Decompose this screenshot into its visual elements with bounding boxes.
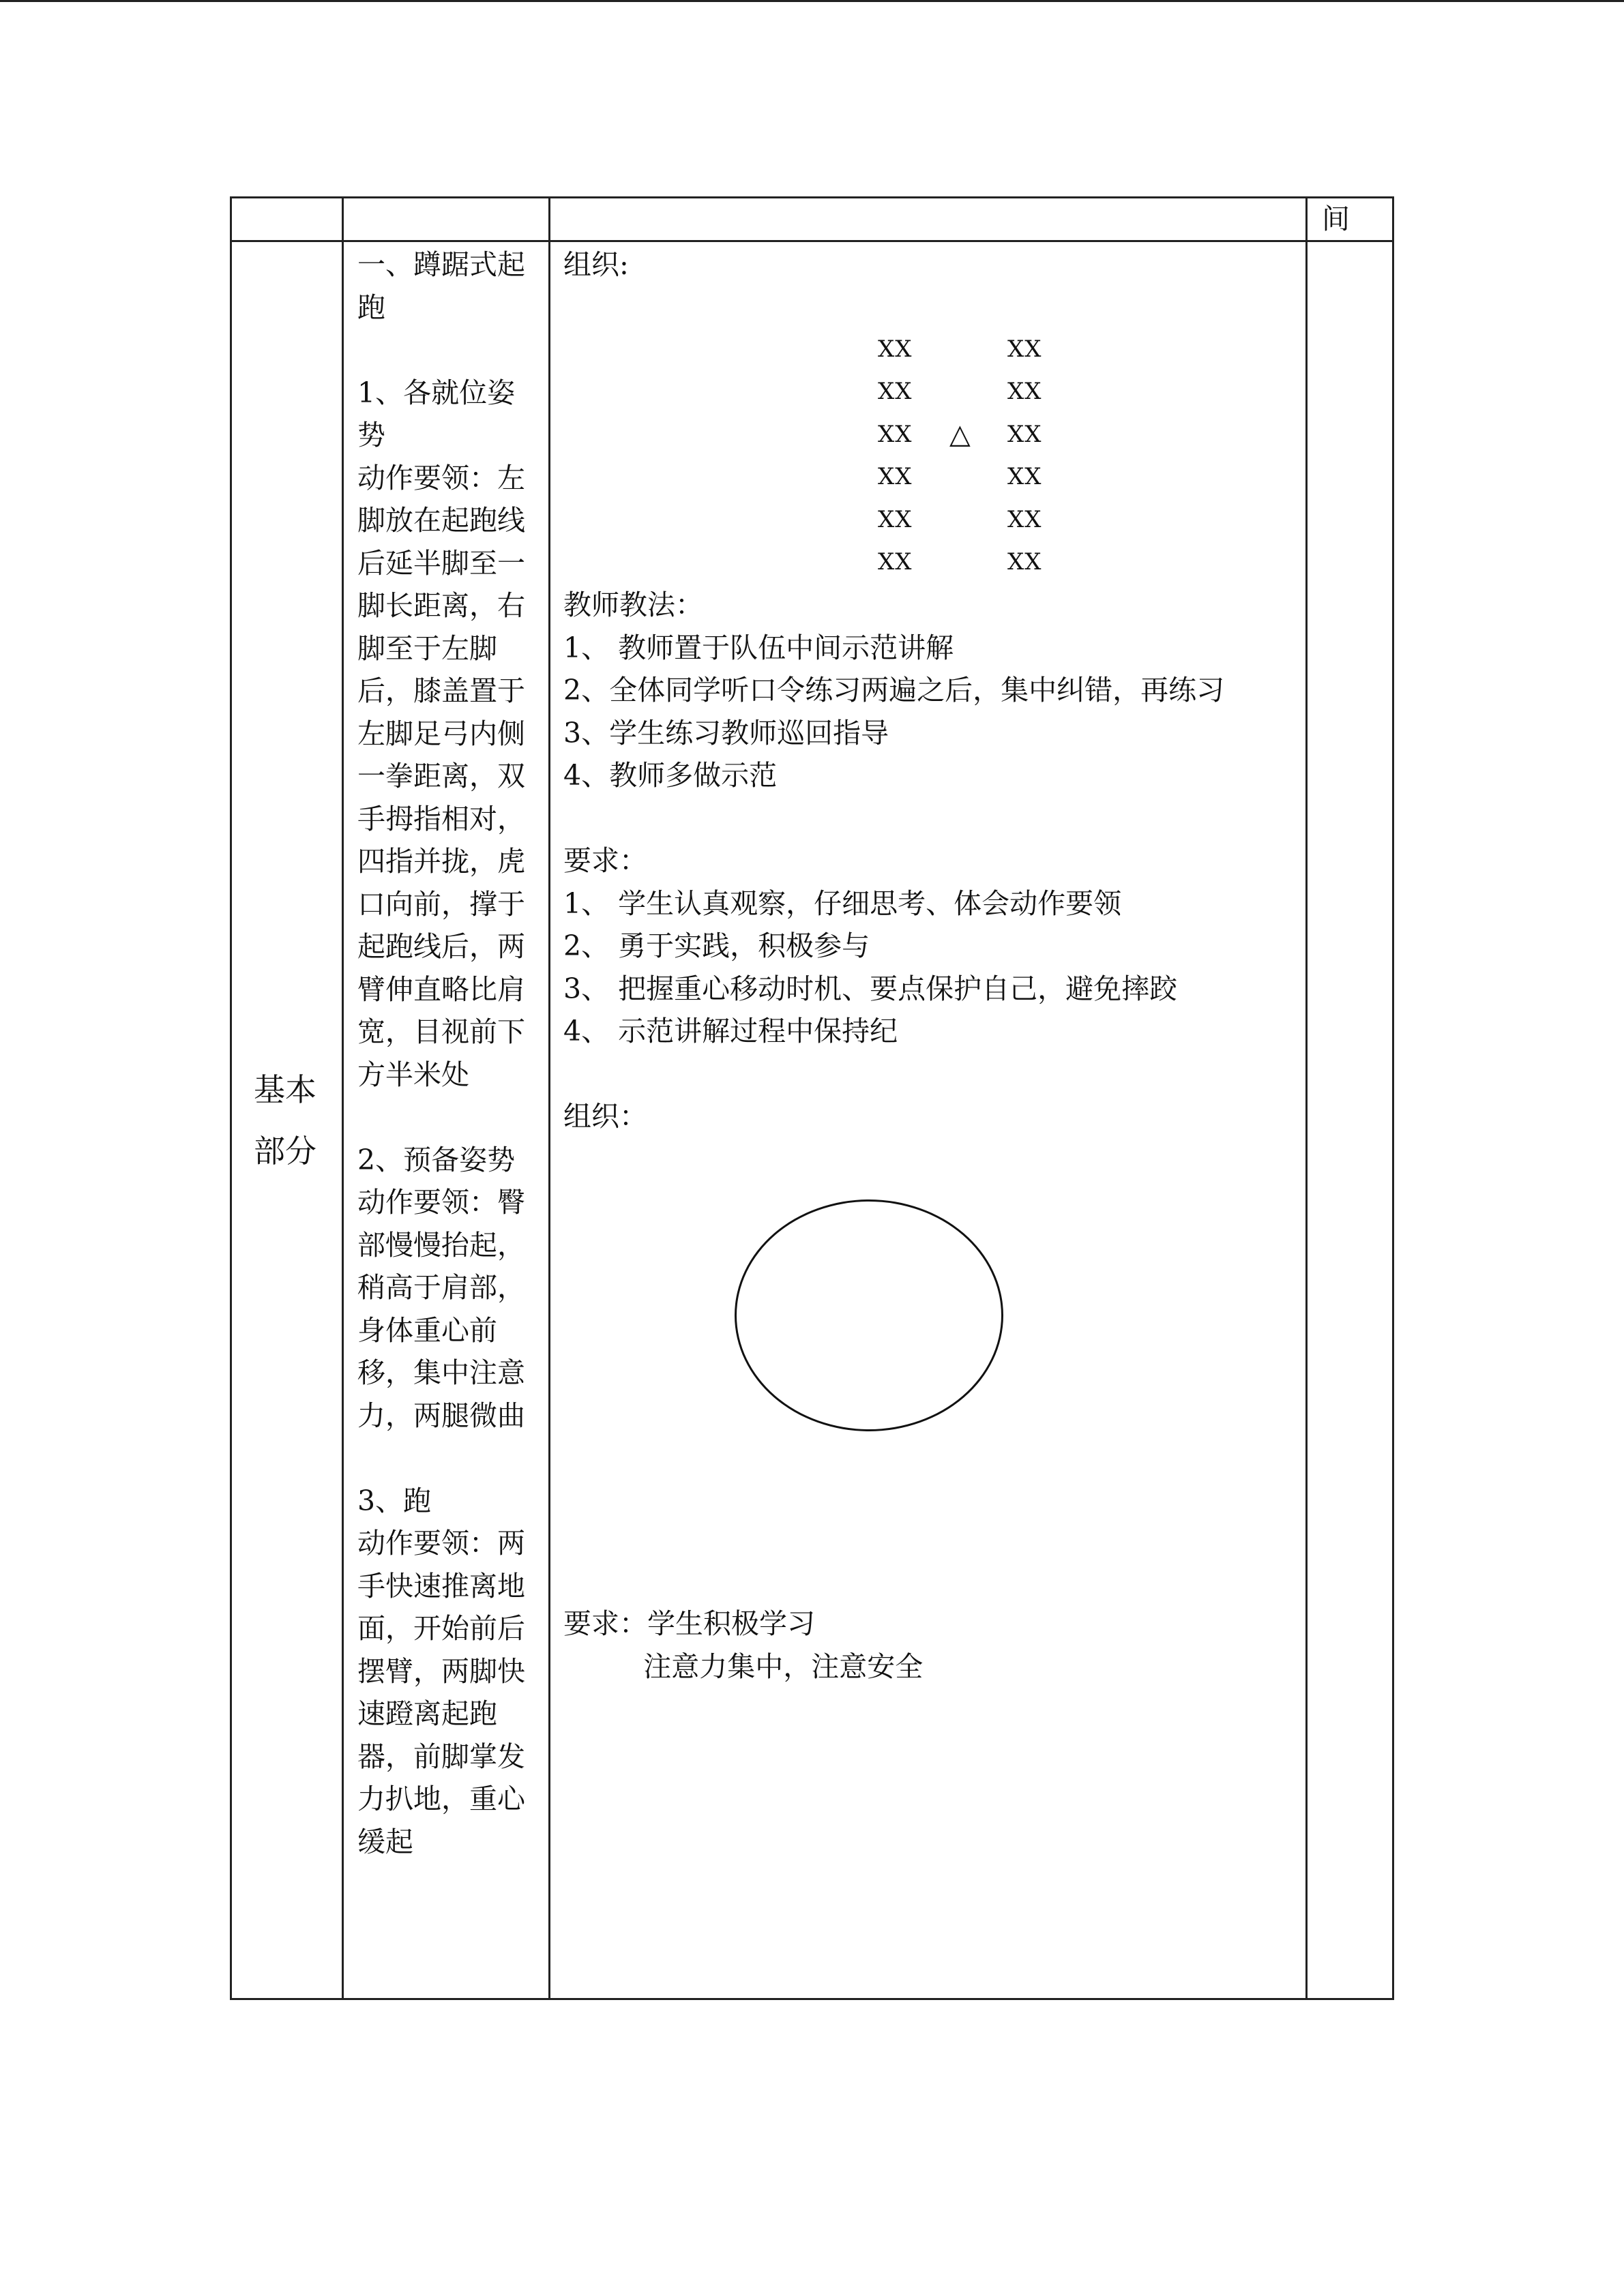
student-pair-right: XX — [1007, 506, 1042, 533]
method-line — [563, 797, 1224, 840]
content-line: 一、蹲踞式起 — [357, 248, 525, 281]
method-line: 4、 示范讲解过程中保持纪 — [563, 1015, 898, 1047]
content-line: 2、预备姿势 — [357, 1143, 516, 1176]
content-line: 手拇指相对， — [357, 802, 525, 835]
formation-row — [876, 498, 1081, 541]
content-line: 摆臂，两脚快 — [357, 1654, 525, 1688]
student-pair-right: XX — [1007, 421, 1042, 448]
student-pair-left: XX — [878, 421, 913, 448]
content-line: 面，开始前后 — [357, 1612, 525, 1645]
content-line: 左脚足弓内侧 — [357, 717, 525, 750]
content-line: 缓起 — [357, 1825, 413, 1858]
content-line: 身体重心前 — [357, 1313, 497, 1347]
table-divider-col3 — [1305, 196, 1308, 2000]
student-pair-left: XX — [878, 506, 913, 533]
content-line: 手快速推离地 — [357, 1569, 525, 1602]
method-line: 要求： — [563, 844, 647, 877]
method-line: 4、教师多做示范 — [563, 759, 778, 792]
content-line: 起跑线后，两 — [357, 930, 525, 963]
content-line: 1、各就位姿 — [357, 376, 516, 409]
content-line: 力扒地，重心 — [357, 1783, 525, 1815]
content-line — [357, 1437, 525, 1480]
content-line: 宽，目视前下 — [357, 1015, 525, 1048]
content-line: 脚至于左脚 — [357, 631, 497, 665]
student-pair-left: XX — [878, 378, 913, 405]
section-label-line: 部分 — [254, 1133, 316, 1169]
content-line: 3、跑 — [357, 1484, 432, 1517]
teacher-marker-icon — [949, 498, 959, 541]
content-line: 势 — [357, 419, 385, 451]
student-pair-left: XX — [878, 336, 913, 363]
content-line: 脚长距离，右 — [357, 589, 525, 622]
student-pair-right: XX — [1007, 548, 1042, 576]
content-line: 动作要领：两 — [357, 1527, 525, 1560]
content-line: 后延半脚至一 — [357, 546, 525, 580]
content-line — [357, 329, 525, 372]
method-line: 教师教法： — [563, 588, 703, 621]
content-line: 动作要领：左 — [357, 461, 525, 494]
formation-row — [876, 413, 1081, 456]
table-border-top — [230, 196, 1394, 198]
content-line: 跑 — [357, 290, 385, 324]
requirement-line: 要求：学生积极学习 — [563, 1607, 815, 1640]
teaching-methods — [563, 584, 1224, 1138]
content-line: 力，两腿微曲 — [357, 1399, 525, 1432]
teaching-content — [357, 243, 525, 1863]
content-line: 移，集中注意 — [357, 1356, 525, 1389]
student-pair-right: XX — [1007, 378, 1042, 405]
table-border-right — [1392, 196, 1394, 2000]
method-line: 2、全体同学听口令练习两遍之后，集中纠错，再练习 — [563, 674, 1225, 706]
method-line: 2、 勇于实践，积极参与 — [563, 929, 870, 962]
student-pair-right: XX — [1007, 336, 1042, 363]
student-pair-right: XX — [1007, 463, 1042, 490]
formation-row — [876, 541, 1081, 583]
formation-row — [876, 328, 1081, 370]
content-line: 方半米处 — [357, 1058, 469, 1091]
content-line: 器，前脚掌发 — [357, 1740, 525, 1773]
content-line: 四指并拢，虎 — [357, 845, 525, 878]
content-line: 稍高于肩部， — [357, 1271, 525, 1304]
formation-row — [876, 456, 1081, 498]
method-line: 1、 学生认真观察，仔细思考、体会动作要领 — [563, 886, 1122, 920]
section-label-line: 基本 — [254, 1071, 316, 1108]
teacher-marker-icon — [949, 456, 959, 498]
teacher-marker-icon: △ — [949, 419, 971, 450]
table-divider-col2 — [548, 196, 550, 2000]
table-border-bottom — [230, 1998, 1394, 2000]
final-requirements — [563, 1602, 923, 1688]
content-line — [357, 1096, 525, 1139]
method-line — [563, 1053, 1224, 1096]
content-line: 脚放在起跑线 — [357, 504, 525, 537]
method-line: 1、 教师置于队伍中间示范讲解 — [563, 631, 954, 664]
page-top-rule — [0, 0, 1624, 2]
student-pair-left: XX — [878, 548, 913, 576]
teacher-marker-icon — [949, 370, 959, 413]
content-line: 一拳距离，双 — [357, 760, 525, 792]
table-divider-col1 — [342, 196, 344, 2000]
formation-row — [876, 370, 1081, 413]
method-line: 3、 把握重心移动时机、要点保护自己，避免摔跤 — [563, 972, 1178, 1005]
circle-formation-diagram — [735, 1199, 1003, 1431]
content-line: 臂伸直略比肩 — [357, 972, 525, 1006]
content-line: 部慢慢抬起， — [357, 1228, 525, 1262]
teacher-marker-icon — [949, 541, 959, 583]
section-label — [254, 1059, 316, 1182]
organization-label: 组织: — [563, 248, 629, 281]
content-line: 动作要领：臀 — [357, 1186, 525, 1219]
teacher-marker-icon — [949, 328, 959, 370]
method-line: 3、学生练习教师巡回指导 — [563, 716, 889, 749]
header-cell-time: 间 — [1322, 203, 1350, 235]
method-line: 组织： — [563, 1100, 647, 1133]
table-border-left — [230, 196, 232, 2000]
student-pair-left: XX — [878, 463, 913, 490]
table-header-divider — [230, 240, 1394, 242]
content-line: 后，膝盖置于 — [357, 674, 525, 707]
requirement-line: 注意力集中，注意安全 — [563, 1650, 924, 1683]
content-line: 速蹬离起跑 — [357, 1697, 497, 1730]
content-line: 口向前，撑于 — [357, 887, 525, 921]
